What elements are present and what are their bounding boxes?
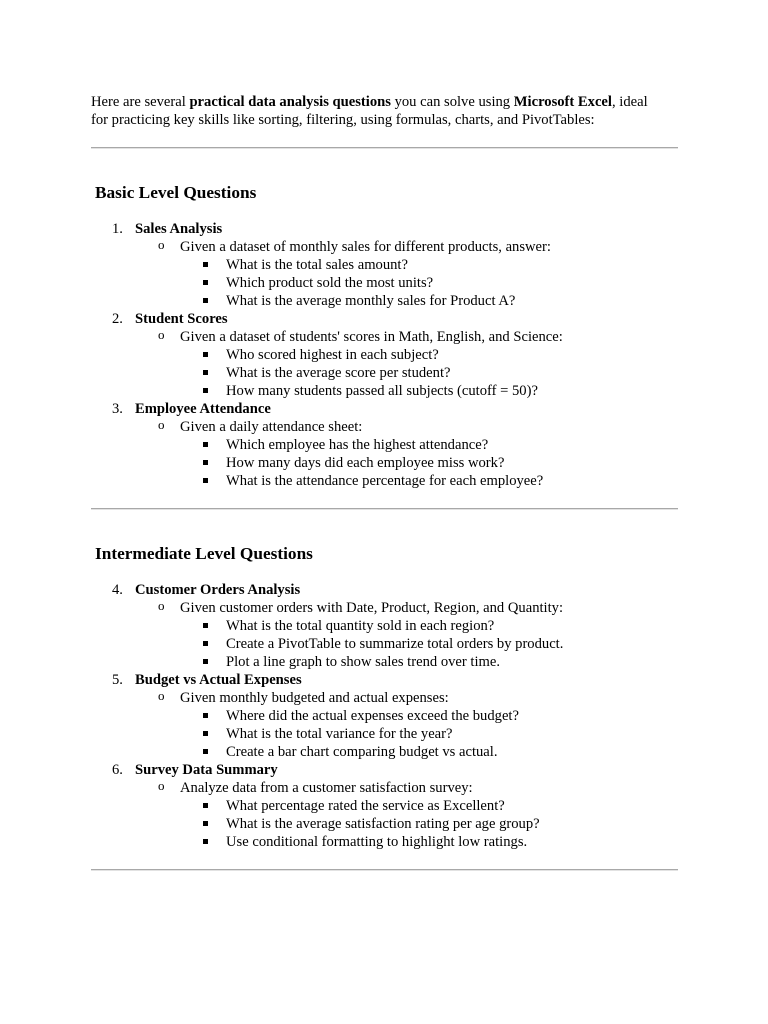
horizontal-rule [91, 508, 678, 510]
square-bullet-icon [203, 713, 208, 718]
bullet-text: Which employee has the highest attendance? [226, 437, 489, 453]
bullet-line [0, 274, 768, 292]
question-number: 2. [112, 311, 123, 327]
bullet-text: What is the attendance percentage for each employee? [226, 473, 544, 489]
horizontal-rule [91, 147, 678, 149]
intro-line-2: for practicing key skills like sorting, filtering, using formulas, charts, and PivotTables: [91, 112, 595, 128]
question-sub-line [0, 689, 768, 707]
bullet-line [0, 797, 768, 815]
square-bullet-icon [203, 478, 208, 483]
circle-bullet-icon: o [158, 237, 165, 252]
question-item [0, 310, 768, 400]
bullet-line [0, 653, 768, 671]
intro-paragraph [91, 93, 681, 129]
question-item [0, 761, 768, 851]
bullet-text: What is the average score per student? [226, 365, 451, 381]
intro-bold-2: Microsoft Excel [513, 94, 612, 110]
square-bullet-icon [203, 370, 208, 375]
bullet-text: What is the total variance for the year? [226, 726, 453, 742]
question-sub-line [0, 418, 768, 436]
question-sub-text: Given customer orders with Date, Product, Region, and Quantity: [180, 600, 564, 616]
question-sub-text: Analyze data from a customer satisfaction survey: [180, 780, 473, 796]
question-title-line [0, 400, 768, 418]
question-title-line [0, 310, 768, 328]
bullet-text: Who scored highest in each subject? [226, 347, 439, 363]
bullet-line [0, 743, 768, 761]
question-number: 1. [112, 221, 123, 237]
question-title: Budget vs Actual Expenses [135, 672, 302, 688]
question-sub-text: Given a daily attendance sheet: [180, 419, 363, 435]
bullet-line [0, 635, 768, 653]
square-bullet-icon [203, 659, 208, 664]
intro-line-1 [91, 93, 681, 111]
bullet-text: Which product sold the most units? [226, 275, 434, 291]
bullet-text: What is the average monthly sales for Product A? [226, 293, 516, 309]
intro-text-1: Here are several [91, 94, 190, 110]
question-item [0, 671, 768, 761]
circle-bullet-icon: o [158, 598, 165, 613]
bullet-text: What percentage rated the service as Excellent? [226, 798, 505, 814]
question-item [0, 581, 768, 671]
square-bullet-icon [203, 280, 208, 285]
bullet-line [0, 707, 768, 725]
section-heading-intermediate: Intermediate Level Questions [95, 544, 313, 563]
bullet-text: What is the average satisfaction rating per age group? [226, 816, 540, 832]
bullet-text: Use conditional formatting to highlight low ratings. [226, 834, 528, 850]
bullet-text: Where did the actual expenses exceed the budget? [226, 708, 519, 724]
square-bullet-icon [203, 460, 208, 465]
question-title-line [0, 671, 768, 689]
question-sub-line [0, 599, 768, 617]
square-bullet-icon [203, 442, 208, 447]
intro-text-2: you can solve using [390, 94, 514, 110]
bullet-text: Create a bar chart comparing budget vs actual. [226, 744, 498, 760]
bullet-line [0, 725, 768, 743]
square-bullet-icon [203, 731, 208, 736]
bullet-text: Plot a line graph to show sales trend over time. [226, 654, 500, 670]
intro-bold-1: practical data analysis questions [189, 94, 391, 110]
bullet-line [0, 436, 768, 454]
bullet-line [0, 815, 768, 833]
bullet-line [0, 256, 768, 274]
bullet-text: How many days did each employee miss work? [226, 455, 505, 471]
question-title: Survey Data Summary [135, 762, 278, 778]
question-item [0, 400, 768, 490]
circle-bullet-icon: o [158, 778, 165, 793]
section-heading-basic: Basic Level Questions [95, 183, 257, 202]
basic-question-list [0, 220, 768, 490]
question-sub-line [0, 328, 768, 346]
square-bullet-icon [203, 749, 208, 754]
square-bullet-icon [203, 839, 208, 844]
circle-bullet-icon: o [158, 688, 165, 703]
bullet-text: Create a PivotTable to summarize total orders by product. [226, 636, 564, 652]
question-sub-text: Given a dataset of monthly sales for different products, answer: [180, 239, 551, 255]
circle-bullet-icon: o [158, 417, 165, 432]
question-number: 4. [112, 582, 123, 598]
question-sub-text: Given monthly budgeted and actual expenses: [180, 690, 449, 706]
bullet-line [0, 346, 768, 364]
question-title: Customer Orders Analysis [135, 582, 301, 598]
question-item [0, 220, 768, 310]
bullet-text: What is the total sales amount? [226, 257, 408, 273]
intermediate-question-list [0, 581, 768, 851]
square-bullet-icon [203, 262, 208, 267]
square-bullet-icon [203, 803, 208, 808]
square-bullet-icon [203, 388, 208, 393]
square-bullet-icon [203, 821, 208, 826]
bullet-line [0, 472, 768, 490]
question-title: Employee Attendance [135, 401, 271, 417]
bullet-line [0, 617, 768, 635]
intro-text-3: , ideal [611, 94, 648, 110]
square-bullet-icon [203, 352, 208, 357]
question-number: 3. [112, 401, 123, 417]
question-sub-text: Given a dataset of students' scores in Math, English, and Science: [180, 329, 563, 345]
bullet-line [0, 292, 768, 310]
bullet-text: What is the total quantity sold in each region? [226, 618, 495, 634]
question-title-line [0, 761, 768, 779]
question-title-line [0, 220, 768, 238]
question-sub-line [0, 238, 768, 256]
square-bullet-icon [203, 641, 208, 646]
question-title: Sales Analysis [135, 221, 223, 237]
question-title: Student Scores [135, 311, 228, 327]
bullet-line [0, 382, 768, 400]
square-bullet-icon [203, 623, 208, 628]
bullet-line [0, 364, 768, 382]
bullet-line [0, 454, 768, 472]
question-title-line [0, 581, 768, 599]
square-bullet-icon [203, 298, 208, 303]
bullet-text: How many students passed all subjects (cutoff = 50)? [226, 383, 538, 399]
question-number: 6. [112, 762, 123, 778]
question-number: 5. [112, 672, 123, 688]
question-sub-line [0, 779, 768, 797]
bullet-line [0, 833, 768, 851]
circle-bullet-icon: o [158, 327, 165, 342]
horizontal-rule [91, 869, 678, 871]
